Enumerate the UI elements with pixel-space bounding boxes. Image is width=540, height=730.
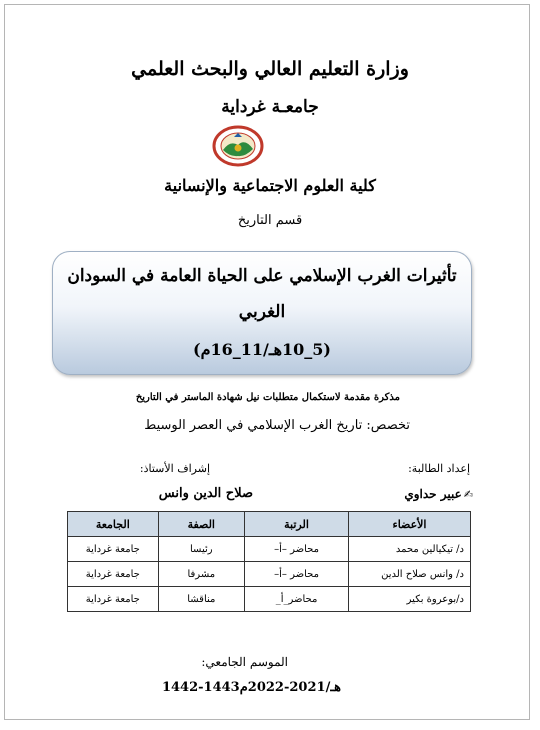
jury-header-role: الصفة [158,512,244,537]
jury-member-rank: محاضر –أ– [245,562,349,587]
jury-member-role: رئيسا [158,537,244,562]
jury-table-header-row [68,512,471,537]
jury-member-name: د/بوعروة بكير [349,587,471,612]
academic-season-label: الموسم الجامعي: [201,655,288,669]
jury-member-role: مشرفا [158,562,244,587]
faculty-name: كلية العلوم الاجتماعية والإنسانية [164,176,376,195]
thesis-title-line-1: تأثيرات الغرب الإسلامي على الحياة العامة في السودان [67,266,457,286]
table-row [68,587,471,612]
jury-member-rank: محاضر_أ_ [245,587,349,612]
academic-season-value: 1442-1443هـ/2021-2022م [161,680,341,695]
supervisor-name: صلاح الدين وانس [158,486,253,501]
jury-table [67,511,471,612]
jury-member-university: جامعة غرداية [68,537,159,562]
table-row [68,537,471,562]
student-name: عبير حداوي [404,487,462,501]
jury-member-rank: محاضر –أ– [245,537,349,562]
thesis-title-box [52,251,472,375]
jury-header-members: الأعضاء [349,512,471,537]
jury-member-university: جامعة غرداية [68,587,159,612]
prepared-by-label: إعداد الطالبة: [408,462,470,475]
jury-header-university: الجامعة [68,512,159,537]
jury-member-name: د/ تيكيالين محمد [349,537,471,562]
signature-icon: ✍ [463,488,473,501]
supervision-label: إشراف الأستاذ: [139,462,210,475]
department-name: قسم التاريخ [237,213,303,228]
jury-member-university: جامعة غرداية [68,562,159,587]
jury-header-rank: الرتبة [245,512,349,537]
memo-description: مذكرة مقدمة لاستكمال متطلبات نيل شهادة الماستر في التاريخ [135,392,400,403]
university-logo-icon [212,125,264,167]
ministry-name: وزارة التعليم العالي والبحث العلمي [131,58,409,80]
thesis-title-line-2: الغربي [238,302,286,322]
thesis-title-period: (5_10هـ/11_16م) [193,340,331,359]
jury-member-role: مناقشا [158,587,244,612]
table-row [68,562,471,587]
jury-member-name: د/ وانس صلاح الدين [349,562,471,587]
university-name: جامعـة غرداية [221,97,319,117]
specialization: تخصص: تاريخ الغرب الإسلامي في العصر الوسيط [144,418,410,433]
student-name-line [404,487,473,501]
